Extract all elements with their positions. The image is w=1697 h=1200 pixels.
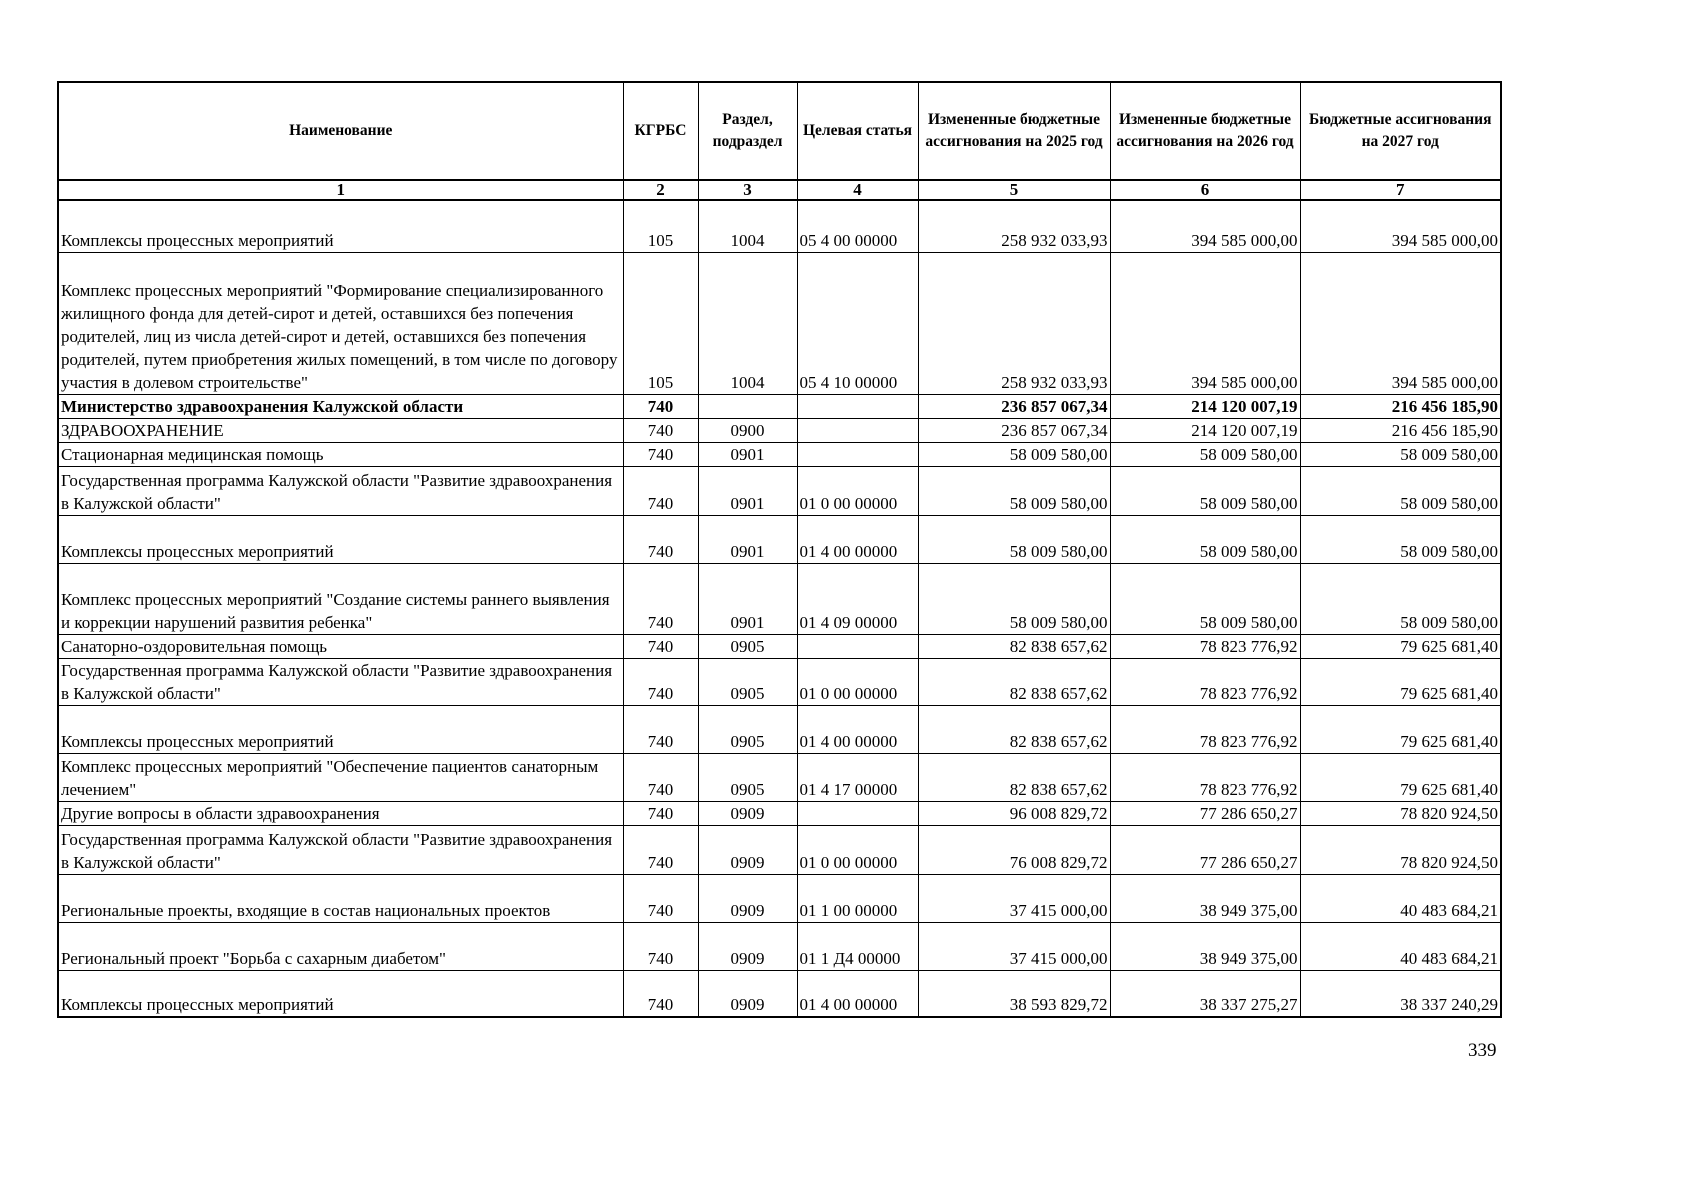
cell-kgrbs: 740 bbox=[623, 705, 698, 753]
cell-y2025: 82 838 657,62 bbox=[918, 634, 1110, 658]
cell-section bbox=[698, 394, 797, 418]
header-target: Целевая статья bbox=[797, 82, 918, 180]
cell-y2025: 96 008 829,72 bbox=[918, 801, 1110, 825]
cell-y2027: 58 009 580,00 bbox=[1300, 466, 1501, 515]
cell-target: 01 4 17 00000 bbox=[797, 753, 918, 801]
cell-section: 0905 bbox=[698, 634, 797, 658]
cell-kgrbs: 740 bbox=[623, 922, 698, 970]
cell-name: Комплекс процессных мероприятий "Создание системы раннего выявления и коррекции нарушений развития ребенка" bbox=[58, 563, 623, 634]
cell-y2026: 394 585 000,00 bbox=[1110, 200, 1300, 252]
cell-y2027: 79 625 681,40 bbox=[1300, 705, 1501, 753]
header-2025: Измененные бюджетные ассигнования на 2025 год bbox=[918, 82, 1110, 180]
cell-name: Министерство здравоохранения Калужской области bbox=[58, 394, 623, 418]
cell-y2025: 82 838 657,62 bbox=[918, 658, 1110, 705]
cell-y2026: 78 823 776,92 bbox=[1110, 634, 1300, 658]
cell-y2026: 38 949 375,00 bbox=[1110, 874, 1300, 922]
cell-y2026: 214 120 007,19 bbox=[1110, 394, 1300, 418]
cell-section: 0909 bbox=[698, 801, 797, 825]
cell-section: 0909 bbox=[698, 970, 797, 1017]
cell-section: 0901 bbox=[698, 466, 797, 515]
table-row bbox=[58, 252, 1501, 394]
cell-target: 01 0 00 00000 bbox=[797, 825, 918, 874]
cell-y2027: 40 483 684,21 bbox=[1300, 922, 1501, 970]
column-number: 1 bbox=[58, 180, 623, 200]
header-row bbox=[58, 82, 1501, 180]
header-name: Наименование bbox=[58, 82, 623, 180]
cell-y2025: 37 415 000,00 bbox=[918, 874, 1110, 922]
header-2026: Измененные бюджетные ассигнования на 2026 год bbox=[1110, 82, 1300, 180]
header-section: Раздел, подраздел bbox=[698, 82, 797, 180]
cell-kgrbs: 740 bbox=[623, 825, 698, 874]
cell-y2026: 38 949 375,00 bbox=[1110, 922, 1300, 970]
cell-name: Комплексы процессных мероприятий bbox=[58, 705, 623, 753]
table-row bbox=[58, 515, 1501, 563]
cell-y2025: 82 838 657,62 bbox=[918, 753, 1110, 801]
cell-section: 0901 bbox=[698, 442, 797, 466]
cell-name: Стационарная медицинская помощь bbox=[58, 442, 623, 466]
cell-section: 0905 bbox=[698, 753, 797, 801]
cell-target: 01 4 09 00000 bbox=[797, 563, 918, 634]
cell-y2027: 58 009 580,00 bbox=[1300, 442, 1501, 466]
cell-y2027: 79 625 681,40 bbox=[1300, 634, 1501, 658]
cell-name: Санаторно-оздоровительная помощь bbox=[58, 634, 623, 658]
budget-table bbox=[57, 81, 1502, 1018]
cell-y2026: 58 009 580,00 bbox=[1110, 515, 1300, 563]
table-row bbox=[58, 825, 1501, 874]
table-row bbox=[58, 801, 1501, 825]
column-number: 4 bbox=[797, 180, 918, 200]
cell-y2026: 77 286 650,27 bbox=[1110, 825, 1300, 874]
cell-section: 0909 bbox=[698, 922, 797, 970]
table-row bbox=[58, 970, 1501, 1017]
table-row bbox=[58, 705, 1501, 753]
cell-y2025: 58 009 580,00 bbox=[918, 442, 1110, 466]
column-number: 3 bbox=[698, 180, 797, 200]
cell-name: Другие вопросы в области здравоохранения bbox=[58, 801, 623, 825]
cell-y2027: 78 820 924,50 bbox=[1300, 825, 1501, 874]
cell-target: 01 4 00 00000 bbox=[797, 970, 918, 1017]
cell-kgrbs: 740 bbox=[623, 563, 698, 634]
cell-kgrbs: 740 bbox=[623, 466, 698, 515]
cell-name: Региональные проекты, входящие в состав национальных проектов bbox=[58, 874, 623, 922]
table-row bbox=[58, 753, 1501, 801]
cell-section: 0909 bbox=[698, 825, 797, 874]
cell-y2026: 78 823 776,92 bbox=[1110, 658, 1300, 705]
cell-y2026: 78 823 776,92 bbox=[1110, 705, 1300, 753]
cell-target bbox=[797, 442, 918, 466]
cell-section: 0905 bbox=[698, 705, 797, 753]
table-row bbox=[58, 442, 1501, 466]
cell-y2026: 214 120 007,19 bbox=[1110, 418, 1300, 442]
cell-kgrbs: 740 bbox=[623, 634, 698, 658]
cell-kgrbs: 105 bbox=[623, 200, 698, 252]
table-row bbox=[58, 874, 1501, 922]
table-row bbox=[58, 200, 1501, 252]
cell-target: 01 0 00 00000 bbox=[797, 466, 918, 515]
cell-y2027: 40 483 684,21 bbox=[1300, 874, 1501, 922]
table-row bbox=[58, 922, 1501, 970]
table-row bbox=[58, 658, 1501, 705]
cell-section: 0901 bbox=[698, 515, 797, 563]
cell-y2026: 38 337 275,27 bbox=[1110, 970, 1300, 1017]
cell-target: 01 4 00 00000 bbox=[797, 515, 918, 563]
cell-y2026: 58 009 580,00 bbox=[1110, 563, 1300, 634]
cell-kgrbs: 740 bbox=[623, 801, 698, 825]
table-row bbox=[58, 466, 1501, 515]
cell-target: 01 1 Д4 00000 bbox=[797, 922, 918, 970]
cell-y2025: 38 593 829,72 bbox=[918, 970, 1110, 1017]
cell-y2025: 58 009 580,00 bbox=[918, 515, 1110, 563]
cell-name: Государственная программа Калужской области "Развитие здравоохранения в Калужской области" bbox=[58, 825, 623, 874]
cell-y2026: 58 009 580,00 bbox=[1110, 466, 1300, 515]
cell-kgrbs: 740 bbox=[623, 753, 698, 801]
column-number-row bbox=[58, 180, 1501, 200]
cell-target bbox=[797, 394, 918, 418]
cell-name: Комплексы процессных мероприятий bbox=[58, 970, 623, 1017]
cell-name: Комплексы процессных мероприятий bbox=[58, 515, 623, 563]
cell-section: 0905 bbox=[698, 658, 797, 705]
cell-name: ЗДРАВООХРАНЕНИЕ bbox=[58, 418, 623, 442]
cell-y2026: 58 009 580,00 bbox=[1110, 442, 1300, 466]
cell-target: 01 0 00 00000 bbox=[797, 658, 918, 705]
cell-section: 0900 bbox=[698, 418, 797, 442]
cell-y2025: 236 857 067,34 bbox=[918, 394, 1110, 418]
cell-kgrbs: 740 bbox=[623, 658, 698, 705]
cell-kgrbs: 105 bbox=[623, 252, 698, 394]
cell-y2027: 216 456 185,90 bbox=[1300, 394, 1501, 418]
cell-y2025: 236 857 067,34 bbox=[918, 418, 1110, 442]
table-row bbox=[58, 563, 1501, 634]
cell-target: 01 1 00 00000 bbox=[797, 874, 918, 922]
cell-section: 0909 bbox=[698, 874, 797, 922]
cell-name: Государственная программа Калужской области "Развитие здравоохранения в Калужской области" bbox=[58, 466, 623, 515]
cell-target: 05 4 00 00000 bbox=[797, 200, 918, 252]
cell-y2027: 58 009 580,00 bbox=[1300, 515, 1501, 563]
cell-y2027: 79 625 681,40 bbox=[1300, 753, 1501, 801]
cell-y2025: 37 415 000,00 bbox=[918, 922, 1110, 970]
column-number: 7 bbox=[1300, 180, 1501, 200]
header-kgrbs: КГРБС bbox=[623, 82, 698, 180]
cell-section: 0901 bbox=[698, 563, 797, 634]
cell-kgrbs: 740 bbox=[623, 874, 698, 922]
cell-y2026: 77 286 650,27 bbox=[1110, 801, 1300, 825]
cell-kgrbs: 740 bbox=[623, 515, 698, 563]
cell-name: Комплексы процессных мероприятий bbox=[58, 200, 623, 252]
cell-target: 05 4 10 00000 bbox=[797, 252, 918, 394]
table-row bbox=[58, 394, 1501, 418]
column-number: 5 bbox=[918, 180, 1110, 200]
cell-section: 1004 bbox=[698, 200, 797, 252]
cell-y2025: 58 009 580,00 bbox=[918, 563, 1110, 634]
table-row bbox=[58, 634, 1501, 658]
page-number: 339 bbox=[1468, 1040, 1497, 1061]
cell-y2025: 258 932 033,93 bbox=[918, 252, 1110, 394]
cell-y2027: 38 337 240,29 bbox=[1300, 970, 1501, 1017]
cell-target bbox=[797, 418, 918, 442]
header-2027: Бюджетные ассигнования на 2027 год bbox=[1300, 82, 1501, 180]
cell-name: Комплекс процессных мероприятий "Обеспечение пациентов санаторным лечением" bbox=[58, 753, 623, 801]
cell-y2027: 78 820 924,50 bbox=[1300, 801, 1501, 825]
cell-kgrbs: 740 bbox=[623, 394, 698, 418]
cell-y2025: 76 008 829,72 bbox=[918, 825, 1110, 874]
cell-name: Региональный проект "Борьба с сахарным диабетом" bbox=[58, 922, 623, 970]
cell-name: Государственная программа Калужской области "Развитие здравоохранения в Калужской области" bbox=[58, 658, 623, 705]
cell-y2027: 216 456 185,90 bbox=[1300, 418, 1501, 442]
cell-name: Комплекс процессных мероприятий "Формирование специализированного жилищного фонда для детей-сирот и детей, оставшихся без попечения родителей, лиц из числа детей-сирот и детей, оставшихся без попечения родителей, путем приобретения жилых помещений, в том числе по договору участия в долевом строительстве" bbox=[58, 252, 623, 394]
cell-kgrbs: 740 bbox=[623, 970, 698, 1017]
column-number: 2 bbox=[623, 180, 698, 200]
cell-y2025: 258 932 033,93 bbox=[918, 200, 1110, 252]
cell-y2025: 58 009 580,00 bbox=[918, 466, 1110, 515]
cell-kgrbs: 740 bbox=[623, 418, 698, 442]
table-row bbox=[58, 418, 1501, 442]
cell-y2027: 394 585 000,00 bbox=[1300, 200, 1501, 252]
column-number: 6 bbox=[1110, 180, 1300, 200]
cell-y2026: 78 823 776,92 bbox=[1110, 753, 1300, 801]
cell-y2027: 79 625 681,40 bbox=[1300, 658, 1501, 705]
cell-target: 01 4 00 00000 bbox=[797, 705, 918, 753]
cell-section: 1004 bbox=[698, 252, 797, 394]
cell-target bbox=[797, 801, 918, 825]
cell-y2027: 394 585 000,00 bbox=[1300, 252, 1501, 394]
cell-y2027: 58 009 580,00 bbox=[1300, 563, 1501, 634]
cell-y2025: 82 838 657,62 bbox=[918, 705, 1110, 753]
cell-kgrbs: 740 bbox=[623, 442, 698, 466]
cell-y2026: 394 585 000,00 bbox=[1110, 252, 1300, 394]
cell-target bbox=[797, 634, 918, 658]
